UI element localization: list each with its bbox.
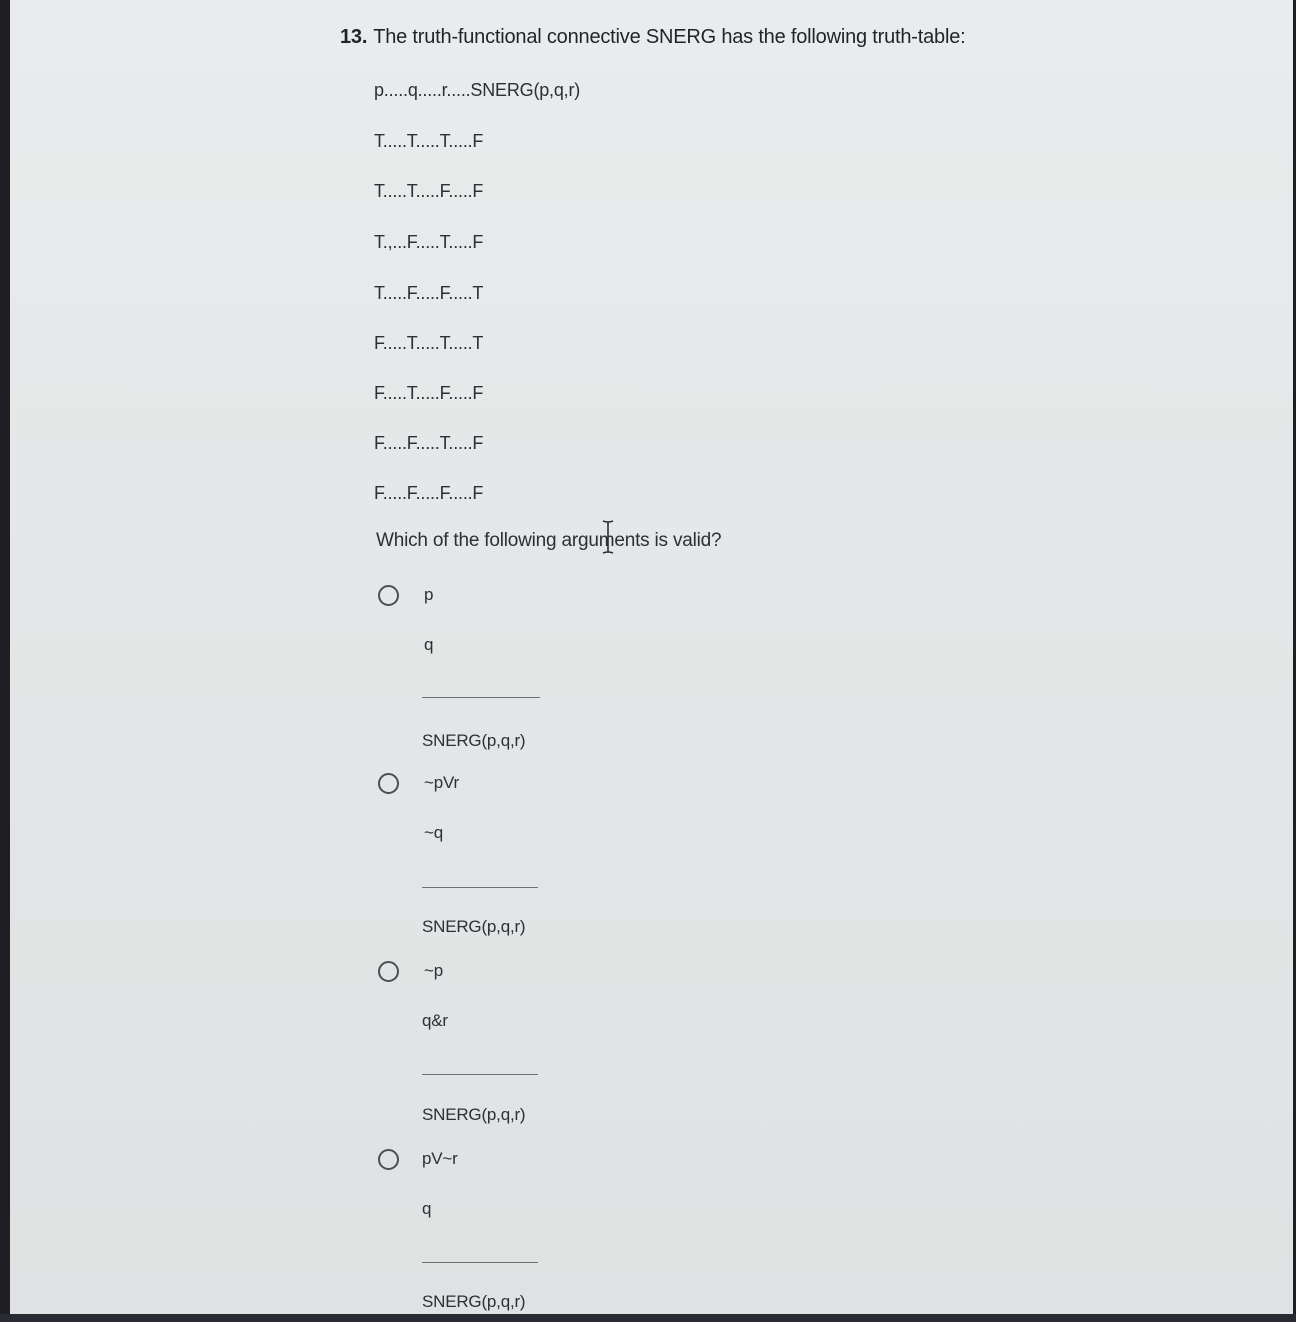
option-2-premise-2: ~q [424,823,443,842]
option-4-premise-1: pV~r [422,1149,458,1168]
option-2-radio[interactable] [378,773,399,794]
option-3-radio[interactable] [378,961,399,982]
option-4-conclusion-line [422,1262,538,1263]
bottom-frame-bar [0,1314,1296,1322]
option-4-conclusion: SNERG(p,q,r) [422,1292,526,1311]
truth-table-row: F.....T.....F.....F [374,383,484,403]
question-title [340,26,965,49]
question-number: 13. [340,26,368,48]
truth-table-header: p.....q.....r.....SNERG(p,q,r) [374,80,581,100]
question-prompt: Which of the following arguments is valid? [376,530,722,551]
truth-table-row: T.....T.....F.....F [374,181,484,201]
truth-table-row: T.,...F.....T.....F [374,232,484,252]
truth-table-row: T.....T.....T.....F [374,131,484,151]
option-2-conclusion: SNERG(p,q,r) [422,917,526,936]
answer-option-4[interactable] [378,1149,678,1314]
option-1-premise-2: q [424,635,434,654]
answer-option-2[interactable] [378,773,678,943]
option-1-premise-1: p [424,585,434,604]
truth-table-row: T.....F.....F.....T [374,283,484,303]
option-3-premise-1: ~p [424,961,443,980]
answer-option-3[interactable] [378,961,678,1131]
option-3-premise-2: q&r [422,1011,448,1030]
option-1-conclusion-line [422,697,540,698]
text-cursor-icon [602,520,614,554]
option-3-conclusion: SNERG(p,q,r) [422,1105,526,1124]
option-2-premise-1: ~pVr [424,773,459,792]
question-text: The truth-functional connective SNERG has the following truth-table: [373,26,966,48]
screen [10,0,1293,1314]
truth-table-row: F.....F.....F.....F [374,483,484,503]
truth-table-row: F.....T.....T.....T [374,333,484,353]
truth-table-row: F.....F.....T.....F [374,433,484,453]
answer-option-1[interactable] [378,585,678,755]
option-2-conclusion-line [422,887,538,888]
option-4-radio[interactable] [378,1149,399,1170]
option-1-radio[interactable] [378,585,399,606]
option-3-conclusion-line [422,1074,538,1075]
option-4-premise-2: q [422,1199,432,1218]
option-1-conclusion: SNERG(p,q,r) [422,731,526,750]
